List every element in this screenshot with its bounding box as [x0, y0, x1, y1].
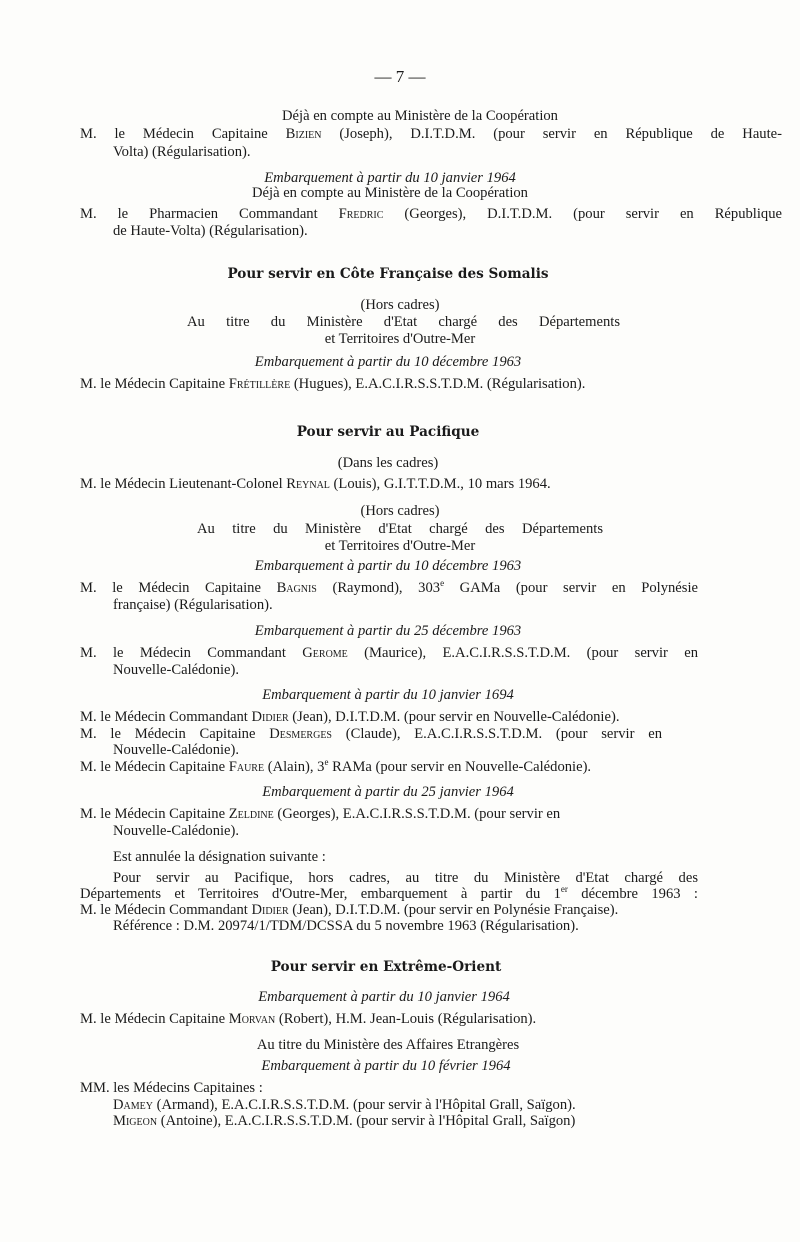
- cancellation-text: Pour servir au Pacifique, hors cadres, au titre du Ministère d'Etat chargé des: [113, 870, 698, 886]
- ministry-line: Au titre du Ministère des Affaires Etrangères: [256, 1037, 520, 1053]
- surname: Migeon: [113, 1113, 158, 1129]
- surname: Frétillère: [228, 376, 291, 392]
- cadres-note: (Dans les cadres): [337, 455, 439, 471]
- embarkation-heading: Embarquement à partir du 25 décembre 1963: [254, 623, 522, 639]
- ministry-line-cont: et Territoires d'Outre-Mer: [324, 538, 476, 554]
- line-zeldine-cont: Nouvelle-Calédonie).: [113, 823, 240, 839]
- ministry-line-cont: et Territoires d'Outre-Mer: [324, 331, 476, 347]
- line-faure: M. le Médecin Capitaine Faure (Alain), 3e RAMa (pour servir en Nouvelle-Calédonie).: [80, 757, 592, 775]
- surname: Reynal: [286, 476, 330, 492]
- ministry-line: Au titre du Ministère d'Etat chargé des Départements: [187, 314, 620, 330]
- cancellation-text: M. le Médecin Commandant Didier (Jean), D.I.T.D.M. (pour servir en Polynésie Française).: [80, 902, 619, 918]
- reference-line: Référence : D.M. 20974/1/TDM/DCSSA du 5 novembre 1963 (Régularisation).: [113, 918, 579, 934]
- embarkation-heading: Embarquement à partir du 10 janvier 1964: [258, 989, 510, 1005]
- line-desmerges: M. le Médecin Capitaine Desmerges (Claude), E.A.C.I.R.S.S.T.D.M. (pour servir en: [80, 726, 663, 742]
- embarkation-heading: Embarquement à partir du 10 janvier 1694: [262, 687, 514, 703]
- surname: Damey: [113, 1097, 153, 1113]
- cadres-note: (Hors cadres): [360, 503, 440, 519]
- line-bagnis: M. le Médecin Capitaine Bagnis (Raymond), 303e GAMa (pour servir en Polynésie: [80, 578, 698, 596]
- line-desmerges-cont: Nouvelle-Calédonie).: [113, 742, 240, 758]
- surname: Desmerges: [269, 726, 332, 742]
- line-mm-capitaines: MM. les Médecins Capitaines :: [80, 1080, 263, 1096]
- cancellation-text: Départements et Territoires d'Outre-Mer, embarquement à partir du 1er décembre 1963 :: [80, 884, 698, 902]
- line-bizien: M. le Médecin Capitaine Bizien (Joseph), D.I.T.D.M. (pour servir en République de Haute-: [80, 126, 782, 142]
- cadres-note: (Hors cadres): [360, 297, 440, 313]
- surname: Morvan: [228, 1011, 276, 1027]
- embarkation-heading: Embarquement à partir du 10 décembre 1963: [254, 354, 522, 370]
- line-ministry-cooperation: Déjà en compte au Ministère de la Coopération: [282, 108, 558, 124]
- surname: Didier: [251, 709, 289, 725]
- line-fretillere: M. le Médecin Capitaine Frétillère (Hugues), E.A.C.I.R.S.S.T.D.M. (Régularisation).: [80, 376, 586, 392]
- page-number: — 7 —: [374, 67, 426, 86]
- line-reynal: M. le Médecin Lieutenant-Colonel Reynal (Louis), G.I.T.T.D.M., 10 mars 1964.: [80, 476, 551, 492]
- line-didier: M. le Médecin Commandant Didier (Jean), D.I.T.D.M. (pour servir en Nouvelle-Calédonie).: [80, 709, 620, 725]
- section-heading-pacifique: Pour servir au Pacifique: [296, 424, 480, 440]
- line-damey: Damey (Armand), E.A.C.I.R.S.S.T.D.M. (pour servir à l'Hôpital Grall, Saïgon).: [113, 1097, 576, 1113]
- section-heading-somalis: Pour servir en Côte Française des Somalis: [227, 266, 549, 282]
- surname: Faure: [228, 759, 265, 775]
- surname: Fredric: [338, 206, 384, 222]
- surname: Bagnis: [276, 580, 317, 596]
- surname: Gerome: [302, 645, 348, 661]
- line-morvan: M. le Médecin Capitaine Morvan (Robert), H.M. Jean-Louis (Régularisation).: [80, 1011, 537, 1027]
- section-heading-extreme-orient: Pour servir en Extrême-Orient: [270, 959, 502, 975]
- line-gerome: M. le Médecin Commandant Gerome (Maurice), E.A.C.I.R.S.S.T.D.M. (pour servir en: [80, 645, 698, 661]
- line-fredric-cont: de Haute-Volta) (Régularisation).: [113, 223, 308, 239]
- surname: Didier: [251, 902, 289, 918]
- line-migeon: Migeon (Antoine), E.A.C.I.R.S.S.T.D.M. (pour servir à l'Hôpital Grall, Saïgon): [113, 1113, 576, 1129]
- embarkation-heading: Embarquement à partir du 10 décembre 1963: [254, 558, 522, 574]
- embarkation-heading: Embarquement à partir du 25 janvier 1964: [262, 784, 514, 800]
- line-ministry-cooperation: Déjà en compte au Ministère de la Coopération: [252, 185, 528, 201]
- embarkation-heading: Embarquement à partir du 10 janvier 1964: [264, 170, 516, 186]
- line-bizien-cont: Volta) (Régularisation).: [113, 144, 251, 160]
- line-fredric: M. le Pharmacien Commandant Fredric (Georges), D.I.T.D.M. (pour servir en République: [80, 206, 782, 222]
- cancellation-note: Est annulée la désignation suivante :: [113, 849, 326, 865]
- line-zeldine: M. le Médecin Capitaine Zeldine (Georges), E.A.C.I.R.S.S.T.D.M. (pour servir en: [80, 806, 561, 822]
- ministry-line: Au titre du Ministère d'Etat chargé des Départements: [197, 521, 603, 537]
- line-gerome-cont: Nouvelle-Calédonie).: [113, 662, 240, 678]
- line-bagnis-cont: française) (Régularisation).: [113, 597, 273, 613]
- embarkation-heading: Embarquement à partir du 10 février 1964: [261, 1058, 511, 1074]
- surname: Bizien: [285, 126, 322, 142]
- surname: Zeldine: [228, 806, 274, 822]
